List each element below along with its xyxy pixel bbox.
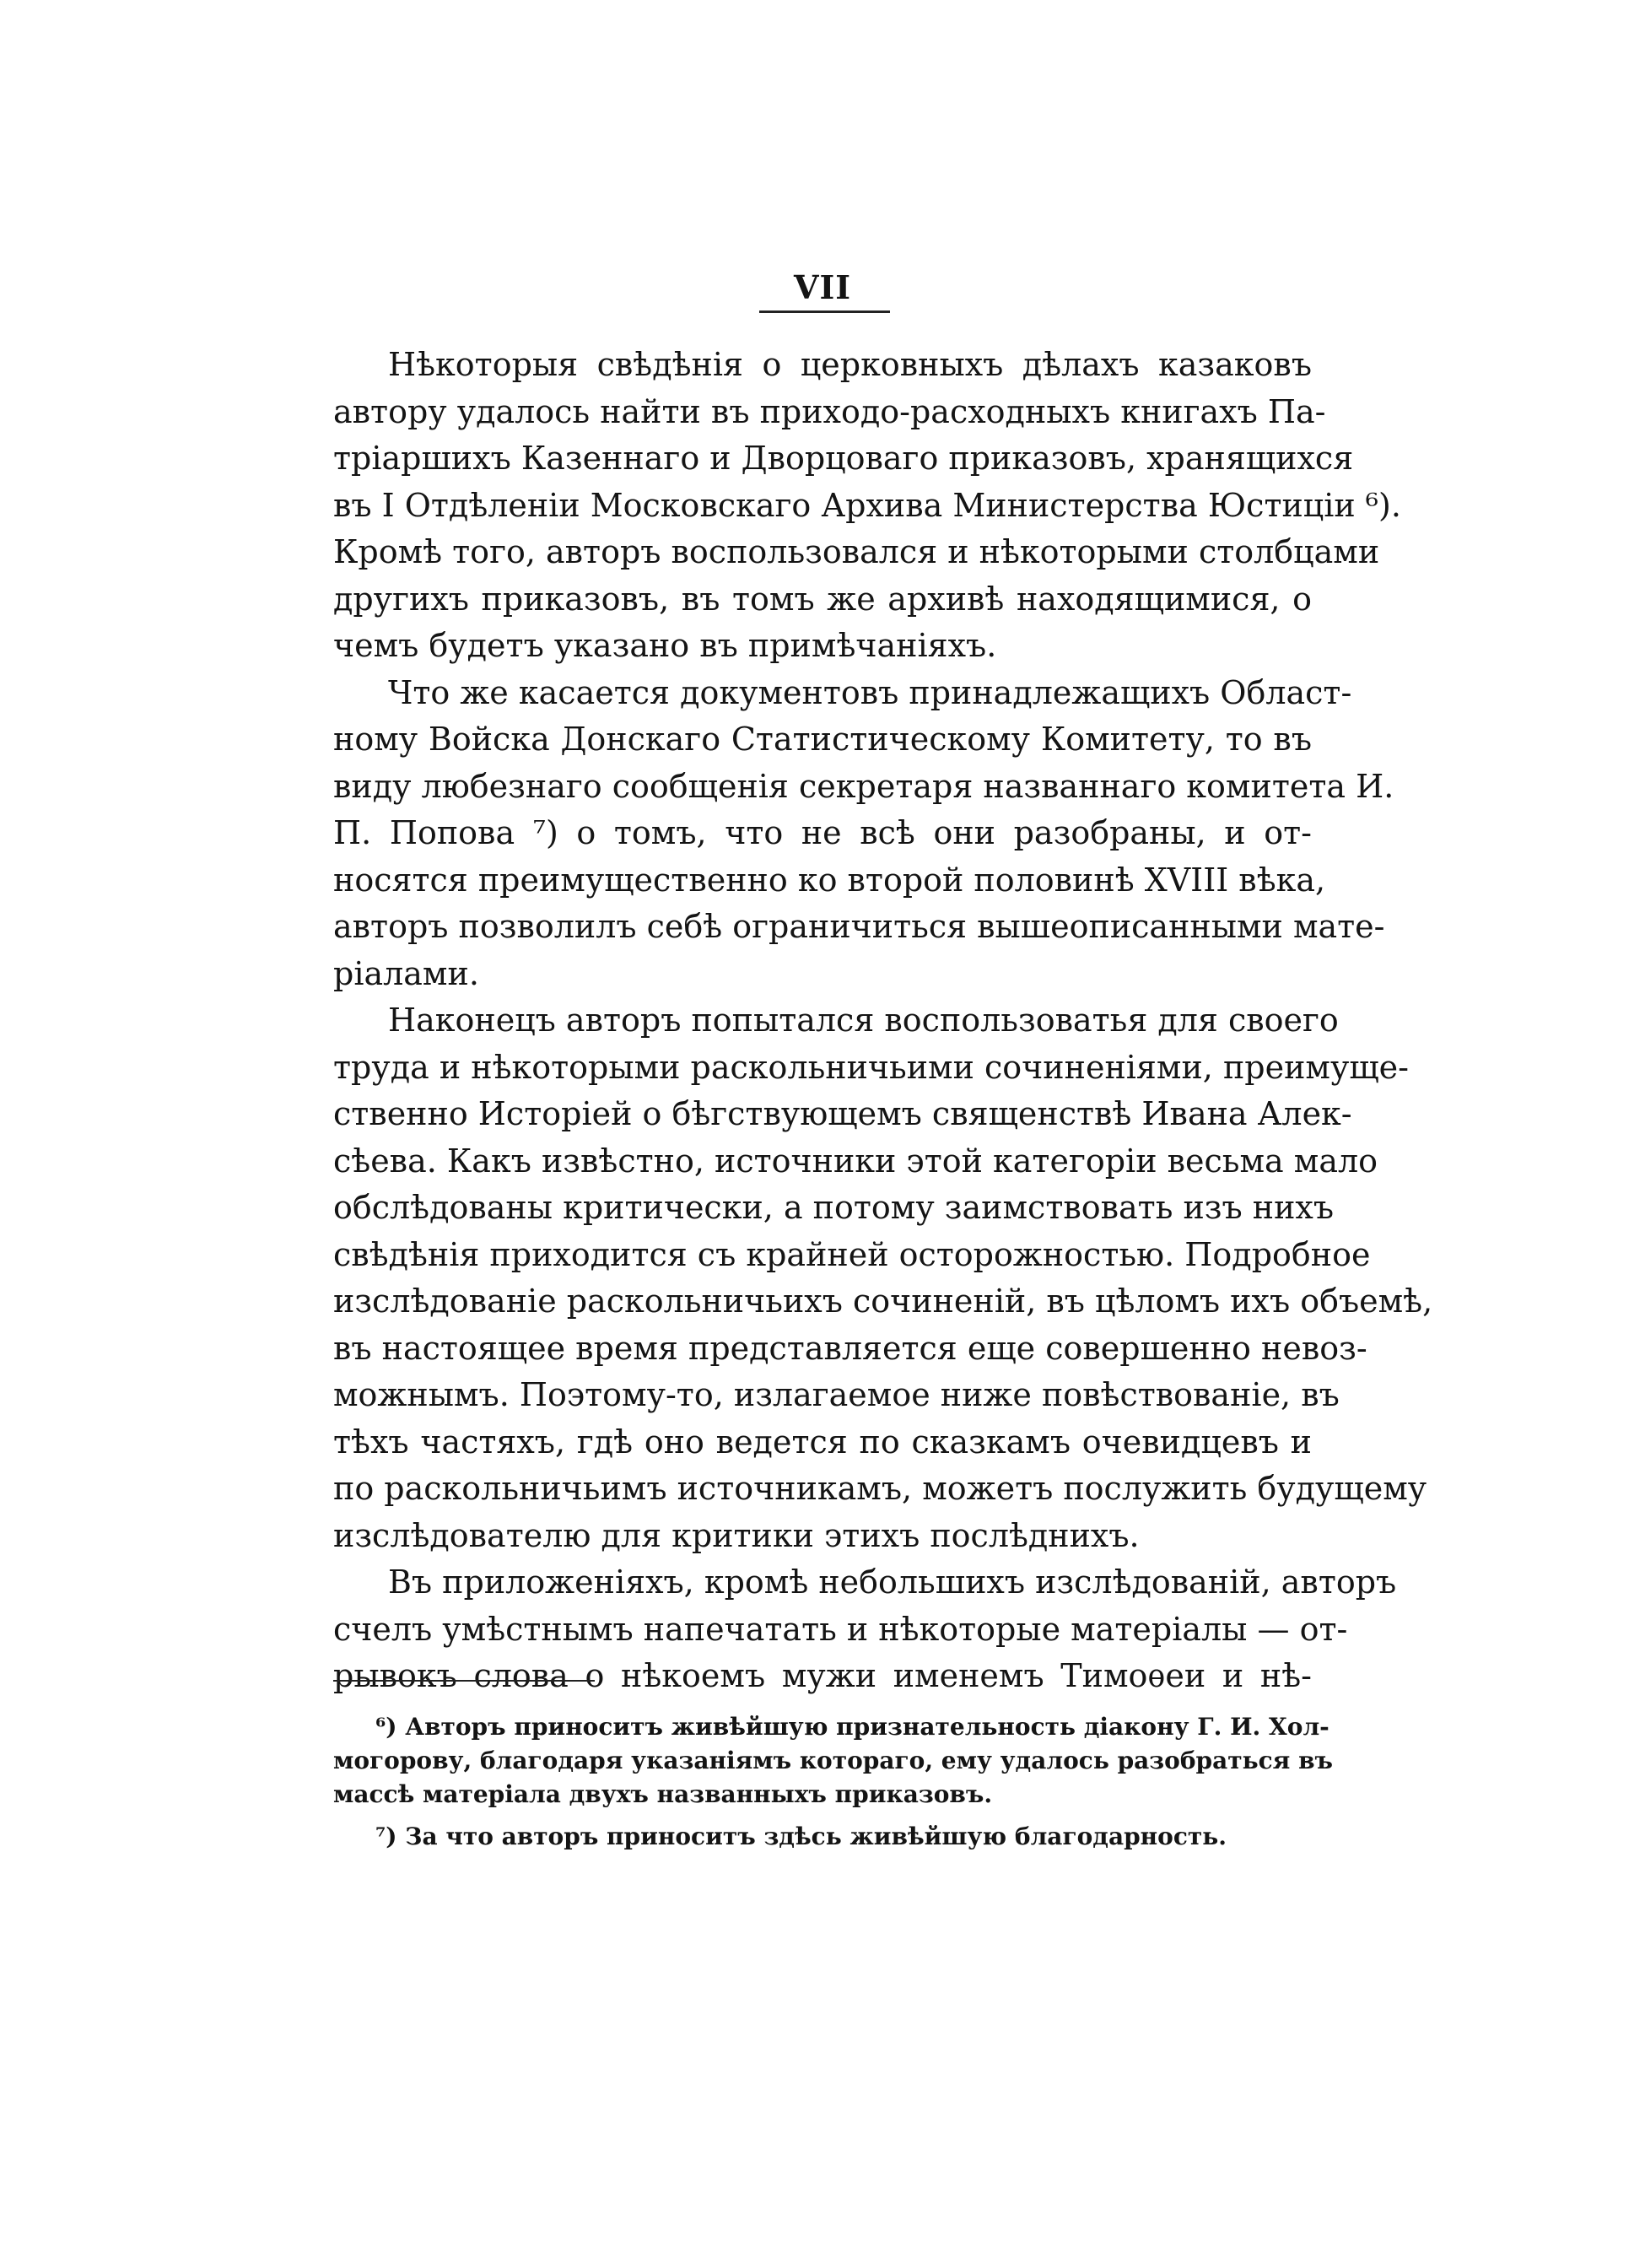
text-line: П. Попова ⁷) о томъ, что не всѣ они разобраны, и от- [333,814,1312,851]
text-line: ріалами. [333,954,479,992]
text-line: въ настоящее время представляется еще совершенно невоз- [333,1329,1367,1367]
text-line: ственно Исторіей о бѣгствующемъ священствѣ Ивана Алек- [333,1095,1352,1132]
text-line: по раскольничьимъ источникамъ, можетъ послужить будущему [333,1470,1427,1507]
text-line: Что же касается документовъ принадлежащихъ Област- [388,673,1352,711]
paragraph-1 [333,342,1401,670]
header-rule [759,310,890,313]
text-line: свѣдѣнія приходится съ крайней осторожностью. Подробное [333,1235,1371,1273]
text-line: Кромѣ того, авторъ воспользовался и нѣкоторыми столбцами [333,533,1380,570]
text-line: изслѣдователю для критики этихъ послѣднихъ. [333,1516,1140,1554]
text-line: другихъ приказовъ, въ томъ же архивѣ находящимися, о [333,580,1312,618]
footnote-line: массѣ матеріала двухъ названныхъ приказовъ. [333,1780,993,1808]
footnote-7 [333,1820,1312,1854]
footnote-line: ⁷) За что авторъ приноситъ здѣсь живѣйшую благодарность. [375,1822,1227,1850]
text-line: чемъ будетъ указано въ примѣчаніяхъ. [333,627,997,664]
paragraph-2 [333,670,1394,998]
text-line: носятся преимущественно ко второй половинѣ XVIII вѣка, [333,861,1326,899]
page-number: VII [793,268,852,306]
text-line: сѣева. Какъ извѣстно, источники этой категоріи весьма мало [333,1142,1378,1180]
text-line: ному Войска Донскаго Статистическому Комитету, то въ [333,721,1312,758]
text-line: тріаршихъ Казеннаго и Дворцоваго приказовъ, хранящихся [333,440,1354,477]
footnotes [333,1710,1333,1854]
body-text [333,342,1433,1700]
text-line: рывокъ слова о нѣкоемъ мужи именемъ Тимоѳеи и нѣ- [333,1657,1312,1694]
footnote-6 [333,1710,1333,1812]
text-line: тѣхъ частяхъ, гдѣ оно ведется по сказкамъ очевидцевъ и [333,1423,1312,1461]
text-line: авторъ позволилъ себѣ ограничиться вышеописанными мате- [333,908,1385,945]
text-line: Нѣкоторыя свѣдѣнія о церковныхъ дѣлахъ казаковъ [388,346,1312,383]
text-line: Наконецъ авторъ попытался воспользоватья для своего [388,1002,1339,1039]
text-line: можнымъ. Поэтому-то, излагаемое ниже повѣствованіе, въ [333,1376,1340,1413]
text-line: обслѣдованы критически, а потому заимствовать изъ нихъ [333,1189,1335,1226]
text-line: въ I Отдѣленіи Московскаго Архива Министерства Юстиціи ⁶). [333,486,1401,524]
text-line: Въ приложеніяхъ, кромѣ небольшихъ изслѣдованій, авторъ [388,1563,1397,1601]
text-line: виду любезнаго сообщенія секретаря названнаго комитета И. [333,767,1394,805]
footnote-line: могорову, благодаря указаніямъ котораго, ему удалось разобраться въ [333,1747,1333,1774]
text-line: счелъ умѣстнымъ напечатать и нѣкоторые матеріалы — от- [333,1610,1348,1648]
text-line: изслѣдованіе раскольничьихъ сочиненій, въ цѣломъ ихъ объемѣ, [333,1282,1433,1320]
paragraph-4 [333,1559,1397,1700]
paragraph-3 [333,997,1433,1559]
text-line: автору удалось найти въ приходо-расходныхъ книгахъ Па- [333,392,1326,430]
footnote-rule [333,1680,595,1682]
footnote-line: ⁶) Авторъ приноситъ живѣйшую признательность діакону Г. И. Хол- [375,1713,1329,1741]
text-line: труда и нѣкоторыми раскольничьими сочиненіями, преимуще- [333,1048,1409,1086]
